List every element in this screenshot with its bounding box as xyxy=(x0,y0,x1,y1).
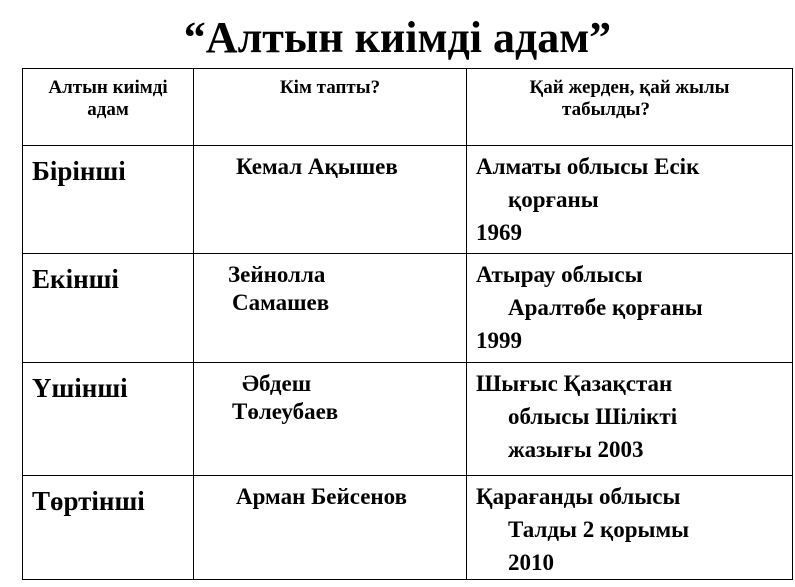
table-row xyxy=(23,363,793,476)
table-row xyxy=(23,476,793,580)
place-cell xyxy=(467,476,793,580)
header-who-found xyxy=(194,69,467,146)
place-year: 1969 xyxy=(476,220,522,245)
header-who-found-label: Кім тапты? xyxy=(279,77,381,98)
ordinal-cell xyxy=(23,146,194,254)
place-line: Қарағанды облысы xyxy=(476,484,681,509)
finder-surname: Төлеубаев xyxy=(232,399,339,424)
ordinal-cell xyxy=(23,254,194,363)
header-where-when-line2: табылды? xyxy=(562,99,651,120)
place-year: 2010 xyxy=(508,550,554,575)
header-golden-man xyxy=(23,69,194,146)
finder-surname: Самашев xyxy=(232,290,330,315)
table-header-row xyxy=(23,69,793,146)
place-line: облысы Шілікті xyxy=(508,404,678,429)
place-cell xyxy=(467,146,793,254)
place-line: Алматы облысы Есік xyxy=(476,154,700,179)
ordinal-label: Екінші xyxy=(32,264,119,294)
header-golden-man-line2: адам xyxy=(87,99,129,120)
finder-name: Кемал Ақышев xyxy=(236,154,398,179)
place-year: 1999 xyxy=(476,328,522,353)
table-row xyxy=(23,146,793,254)
finder-name: Әбдеш xyxy=(242,371,312,396)
finder-cell xyxy=(194,363,467,476)
place-line: Атырау облысы xyxy=(476,262,643,287)
place-line: Шығыс Қазақстан xyxy=(476,371,673,396)
finder-cell xyxy=(194,476,467,580)
ordinal-label: Үшінші xyxy=(32,373,128,403)
table-row xyxy=(23,254,793,363)
place-cell xyxy=(467,254,793,363)
finder-name: Зейнолла xyxy=(228,262,326,287)
ordinal-label: Бірінші xyxy=(32,156,126,186)
header-golden-man-line1: Алтын киімді xyxy=(48,77,168,98)
slide-title: “Алтын киімді адам” xyxy=(183,13,612,62)
place-line: Аралтөбе қорғаны xyxy=(508,295,703,320)
place-line: Талды 2 қорымы xyxy=(508,517,690,542)
ordinal-label: Төртінші xyxy=(32,486,145,516)
finder-cell xyxy=(194,146,467,254)
place-line: жазығы 2003 xyxy=(508,437,644,462)
header-where-when-line1: Қай жерден, қай жылы xyxy=(529,77,730,98)
golden-man-table xyxy=(22,68,793,580)
finder-name: Арман Бейсенов xyxy=(236,484,408,509)
place-line: қорғаны xyxy=(508,187,599,212)
finder-cell xyxy=(194,254,467,363)
ordinal-cell xyxy=(23,476,194,580)
ordinal-cell xyxy=(23,363,194,476)
place-cell xyxy=(467,363,793,476)
header-where-when xyxy=(467,69,793,146)
